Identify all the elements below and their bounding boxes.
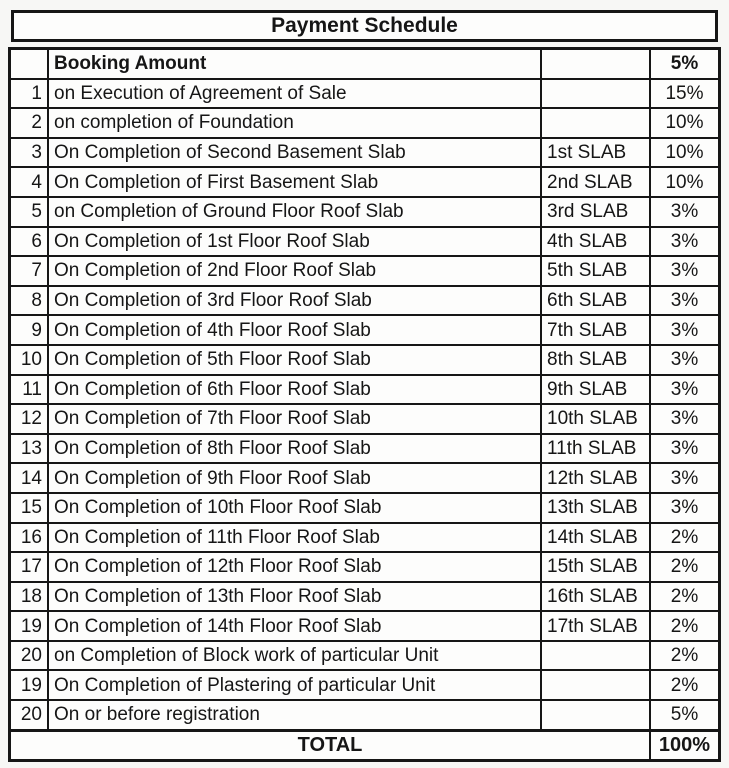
slab-cell [541,700,650,730]
percent-cell: 2% [650,641,720,671]
percent-cell: 3% [650,227,720,257]
slab-cell: 2nd SLAB [541,167,650,197]
description-cell: On Completion of 6th Floor Roof Slab [48,375,541,405]
slab-cell [541,108,650,138]
slab-cell: 4th SLAB [541,227,650,257]
percent-cell: 2% [650,670,720,700]
slab-cell [541,670,650,700]
percent-cell: 3% [650,286,720,316]
description-cell: On Completion of 13th Floor Roof Slab [48,582,541,612]
description-cell: On Completion of 9th Floor Roof Slab [48,463,541,493]
total-label-cell: TOTAL [10,730,651,761]
percent-cell: 3% [650,434,720,464]
table-row [10,404,720,434]
table-row [10,108,720,138]
row-number-cell: 2 [10,108,49,138]
description-cell: On Completion of 10th Floor Roof Slab [48,493,541,523]
slab-cell: 7th SLAB [541,315,650,345]
table-row [10,523,720,553]
description-cell: On Completion of 4th Floor Roof Slab [48,315,541,345]
row-number-cell: 16 [10,523,49,553]
percent-cell: 5% [650,700,720,730]
description-cell: Booking Amount [48,49,541,79]
percent-cell: 10% [650,138,720,168]
percent-cell: 3% [650,315,720,345]
description-cell: On Completion of First Basement Slab [48,167,541,197]
total-row [10,730,720,761]
description-cell: On Completion of Second Basement Slab [48,138,541,168]
row-number-cell: 15 [10,493,49,523]
row-number-cell: 1 [10,79,49,109]
percent-cell: 10% [650,167,720,197]
description-cell: On Completion of 7th Floor Roof Slab [48,404,541,434]
row-number-cell: 19 [10,670,49,700]
row-number-cell: 14 [10,463,49,493]
table-row [10,493,720,523]
table-row [10,79,720,109]
percent-cell: 15% [650,79,720,109]
row-number-cell: 17 [10,552,49,582]
slab-cell: 9th SLAB [541,375,650,405]
row-number-cell: 4 [10,167,49,197]
table-title [11,10,718,42]
row-number-cell: 11 [10,375,49,405]
table-row [10,227,720,257]
slab-cell: 1st SLAB [541,138,650,168]
percent-cell: 3% [650,404,720,434]
row-number-cell: 7 [10,256,49,286]
description-cell: on Execution of Agreement of Sale [48,79,541,109]
row-number-cell: 3 [10,138,49,168]
percent-cell: 3% [650,197,720,227]
table-row [10,463,720,493]
percent-cell: 3% [650,345,720,375]
slab-cell: 14th SLAB [541,523,650,553]
description-cell: On Completion of 5th Floor Roof Slab [48,345,541,375]
percent-cell: 3% [650,256,720,286]
percent-cell: 2% [650,523,720,553]
row-number-cell: 20 [10,700,49,730]
table-row [10,286,720,316]
slab-cell [541,641,650,671]
table-row [10,315,720,345]
row-number-cell: 19 [10,611,49,641]
table-row [10,641,720,671]
percent-cell: 2% [650,582,720,612]
table-row [10,256,720,286]
table-row [10,197,720,227]
percent-cell: 3% [650,463,720,493]
slab-cell: 11th SLAB [541,434,650,464]
slab-cell: 13th SLAB [541,493,650,523]
description-cell: On Completion of 12th Floor Roof Slab [48,552,541,582]
table-row [10,582,720,612]
table-row [10,611,720,641]
total-percent-cell: 100% [650,730,720,761]
slab-cell: 15th SLAB [541,552,650,582]
row-number-cell: 20 [10,641,49,671]
description-cell: on Completion of Ground Floor Roof Slab [48,197,541,227]
description-cell: On Completion of 1st Floor Roof Slab [48,227,541,257]
percent-cell: 3% [650,493,720,523]
description-cell: On Completion of 11th Floor Roof Slab [48,523,541,553]
slab-cell: 8th SLAB [541,345,650,375]
slab-cell: 17th SLAB [541,611,650,641]
table-row [10,670,720,700]
table-title-text: Payment Schedule [271,14,458,37]
percent-cell: 5% [650,49,720,79]
table-row [10,552,720,582]
table-row [10,49,720,79]
table-row [10,345,720,375]
table-row [10,167,720,197]
description-cell: On or before registration [48,700,541,730]
row-number-cell: 9 [10,315,49,345]
payment-schedule-table [8,47,721,762]
row-number-cell: 13 [10,434,49,464]
description-cell: On Completion of 14th Floor Roof Slab [48,611,541,641]
percent-cell: 3% [650,375,720,405]
slab-cell: 3rd SLAB [541,197,650,227]
slab-cell: 10th SLAB [541,404,650,434]
description-cell: On Completion of 8th Floor Roof Slab [48,434,541,464]
description-cell: On Completion of 2nd Floor Roof Slab [48,256,541,286]
row-number-cell: 5 [10,197,49,227]
description-cell: On Completion of Plastering of particular Unit [48,670,541,700]
table-row [10,700,720,730]
description-cell: On Completion of 3rd Floor Roof Slab [48,286,541,316]
description-cell: on Completion of Block work of particular Unit [48,641,541,671]
row-number-cell: 18 [10,582,49,612]
description-cell: on completion of Foundation [48,108,541,138]
slab-cell: 6th SLAB [541,286,650,316]
row-number-cell: 6 [10,227,49,257]
row-number-cell: 10 [10,345,49,375]
table-row [10,375,720,405]
row-number-cell [10,49,49,79]
slab-cell: 5th SLAB [541,256,650,286]
row-number-cell: 12 [10,404,49,434]
row-number-cell: 8 [10,286,49,316]
slab-cell: 12th SLAB [541,463,650,493]
slab-cell [541,49,650,79]
table-row [10,138,720,168]
slab-cell: 16th SLAB [541,582,650,612]
percent-cell: 10% [650,108,720,138]
percent-cell: 2% [650,552,720,582]
percent-cell: 2% [650,611,720,641]
slab-cell [541,79,650,109]
table-row [10,434,720,464]
